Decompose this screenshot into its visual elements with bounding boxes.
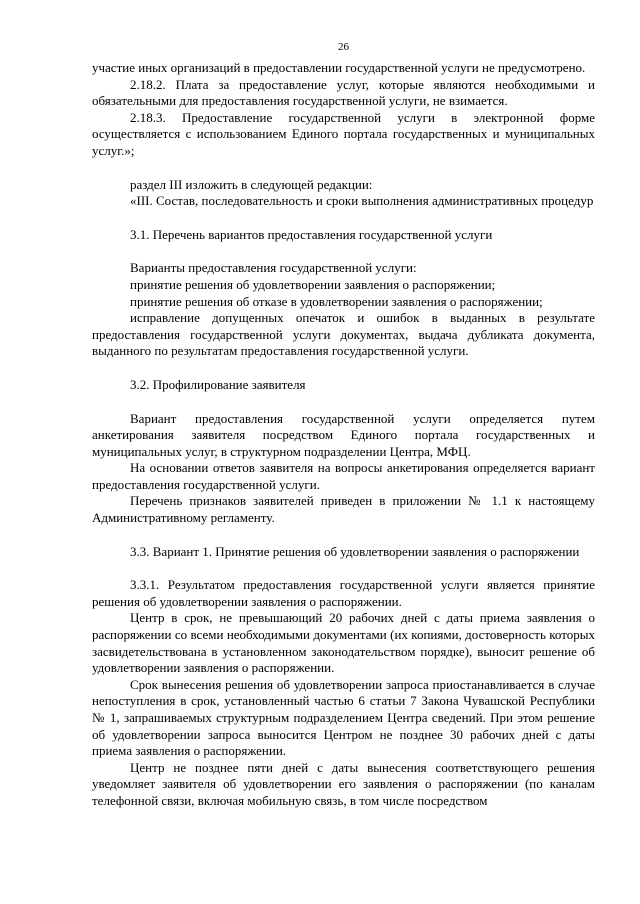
paragraph: участие иных организаций в предоставлении государственной услуги не предусмотрено. [92,60,586,75]
paragraph: На основании ответов заявителя на вопросы анкетирования определяется вариант предоставления государственной услуги. [92,460,595,492]
paragraph: Центр в срок, не превышающий 20 рабочих дней с даты приема заявления о распоряжении со всеми необходимыми документами (их копиями, достоверность которых засвидетельствована в установленном законодательством порядке), выносит решение об удовлетворении заявления о распоряжении. [92,610,595,676]
paragraph: 3.3.1. Результатом предоставления государственной услуги является принятие решения об удовлетворении заявления о распоряжении. [92,577,595,609]
paragraph: 3.3. Вариант 1. Принятие решения об удовлетворении заявления о распоряжении [130,543,580,559]
paragraph-gap [92,394,595,411]
paragraph: исправление допущенных опечаток и ошибок в выданных в результате предоставления государственной услуги документах, выдача дубликата документа, выданного по результатам предоставления государственной услуги. [92,310,595,359]
paragraph: 2.18.3. Предоставление государственной услуги в электронной форме осуществляется с использованием Единого портала государственных и муниципальных услуг.»; [92,109,595,158]
paragraph-gap [92,527,595,544]
paragraph: Центр не позднее пяти дней с даты вынесения соответствующего решения уведомляет заявителя об удовлетворении его заявления о распоряжении (по каналам телефонной связи, включая мобильную связь, в том числе посредством [92,759,595,808]
paragraph-gap [92,560,595,577]
paragraph: Варианты предоставления государственной услуги: [130,260,417,276]
paragraph: 2.18.2. Плата за предоставление услуг, которые являются необходимыми и обязательными для предоставления государственной услуги, не взимается. [92,76,595,109]
paragraph: 3.1. Перечень вариантов предоставления государственной услуги [130,226,493,242]
paragraph: Перечень признаков заявителей приведен в приложении № 1.1 к настоящему Административному регламенту. [92,493,595,526]
paragraph: Вариант предоставления государственной услуги определяется путем анкетирования заявителя посредством Единого портала государственных и муниципальных услуг, в структурном подразделении Центра, МФЦ. [92,410,595,459]
paragraph-gap [92,160,595,177]
paragraph-gap [92,210,595,227]
paragraph: принятие решения об удовлетворении заявления о распоряжении; [130,276,496,292]
paragraph: 3.2. Профилирование заявителя [130,376,306,392]
document-body [92,60,595,810]
paragraph-gap [92,243,595,260]
paragraph: Срок вынесения решения об удовлетворении запроса приостанавливается в случае непоступления в срок, установленный частью 6 статьи 7 Закона Чувашской Республики № 1, запрашиваемых структурным подразделением Центра сведений. При этом решение об удовлетворении запроса выносится Центром не позднее 30 рабочих дней с даты приема заявления о распоряжении. [92,676,595,759]
paragraph: «III. Состав, последовательность и сроки выполнения административных процедур [130,193,594,209]
paragraph: раздел III изложить в следующей редакции: [130,176,373,192]
paragraph-gap [92,360,595,377]
paragraph: принятие решения об отказе в удовлетворении заявления о распоряжении; [130,293,543,309]
page-number: 26 [338,41,349,53]
